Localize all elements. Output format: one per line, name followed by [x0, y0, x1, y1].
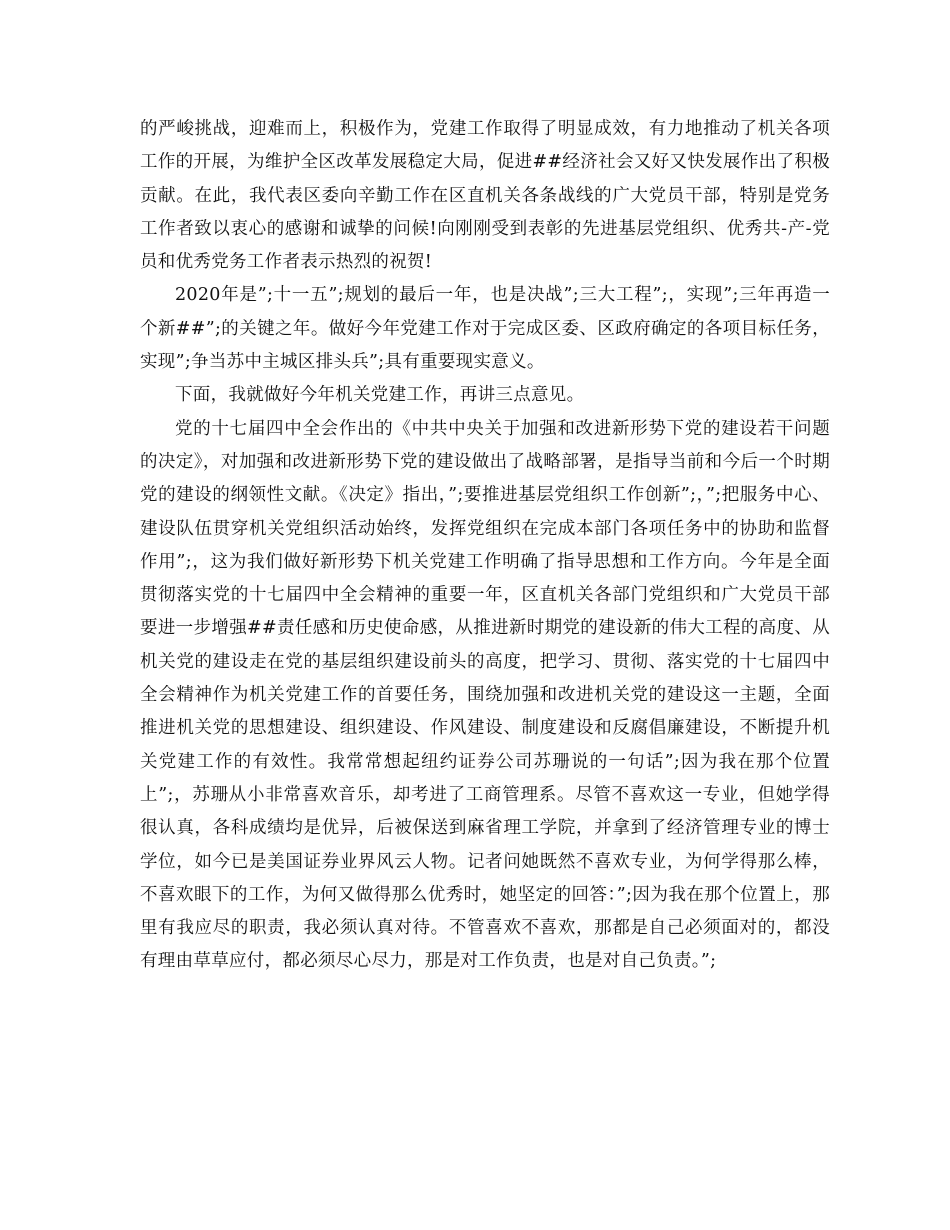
paragraph-2: 2020年是”;十一五”;规划的最后一年，也是决战”;三大工程”;，实现”;三年再造一个新##”;的关键之年。做好今年党建工作对于完成区委、区政府确定的各项目标任务，实现”;争当苏中主城区排头兵”;具有重要现实意义。 — [140, 285, 830, 373]
paragraph-1: 的严峻挑战，迎难而上，积极作为，党建工作取得了明显成效，有力地推动了机关各项工作的开展，为维护全区改革发展稳定大局，促进##经济社会又好又快发展作出了积极贡献。在此，我代表区委向辛勤工作在区直机关各条战线的广大党员干部，特别是党务工作者致以衷心的感谢和诚挚的问候!向刚刚受到表彰的先进基层党组织、优秀共-产-党员和优秀党务工作者表示热烈的祝贺! — [140, 119, 830, 273]
paragraph-3: 下面，我就做好今年机关党建工作，再讲三点意见。 — [175, 385, 585, 406]
body-text — [140, 113, 830, 979]
paragraph-4: 党的十七届四中全会作出的《中共中央关于加强和改进新形势下党的建设若干问题的决定》，对加强和改进新形势下党的建设做出了战略部署，是指导当前和今后一个时期党的建设的纲领性文献。《决定》指出，”;要推进基层党组织工作创新”;，”;把服务中心、建设队伍贯穿机关党组织活动始终，发挥党组织在完成本部门各项任务中的协助和监督作用”;，这为我们做好新形势下机关党建工作明确了指导思想和工作方向。今年是全面贯彻落实党的十七届四中全会精神的重要一年，区直机关各部门党组织和广大党员干部要进一步增强##责任感和历史使命感，从推进新时期党的建设新的伟大工程的高度、从机关党的建设走在党的基层组织建设前头的高度，把学习、贯彻、落实党的十七届四中全会精神作为机关党建工作的首要任务，围绕加强和改进机关党的建设这一主题，全面推进机关党的思想建设、组织建设、作风建设、制度建设和反腐倡廉建设，不断提升机关党建工作的有效性。我常常想起纽约证券公司苏珊说的一句话”;因为我在那个位置上”;，苏珊从小非常喜欢音乐，却考进了工商管理系。尽管不喜欢这一专业，但她学得很认真，各科成绩均是优异，后被保送到麻省理工学院，并拿到了经济管理专业的博士学位，如今已是美国证券业界风云人物。记者问她既然不喜欢专业，为何学得那么棒，不喜欢眼下的工作，为何又做得那么优秀时，她坚定的回答：”;因为我在那个位置上，那里有我应尽的职责，我必须认真对待。不管喜欢不喜欢，那都是自己必须面对的，都没有理由草草应付，都必须尽心尽力，那是对工作负责，也是对自己负责。”; — [140, 418, 830, 972]
